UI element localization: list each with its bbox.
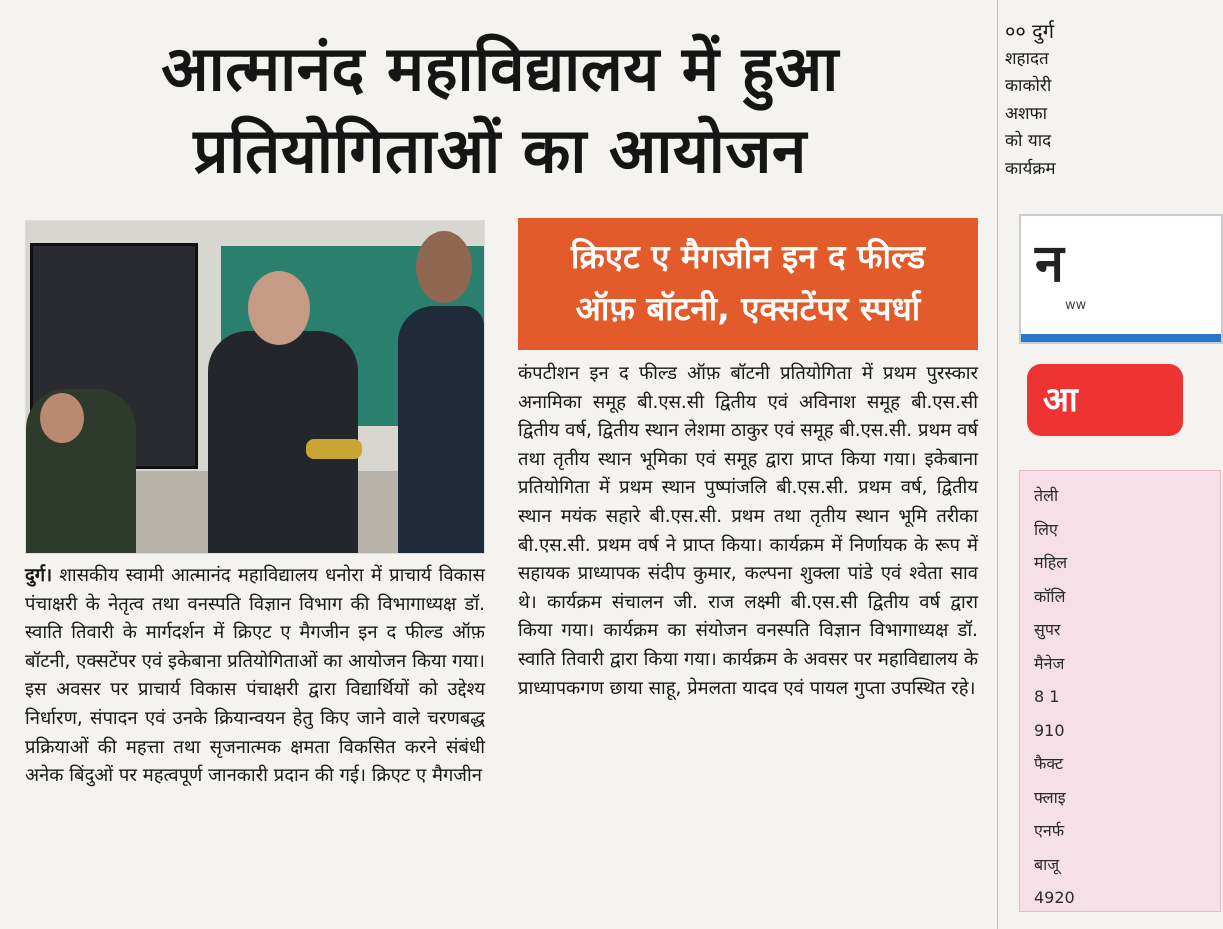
- pink-ad-line: 4920: [1034, 888, 1075, 907]
- article-column-2: [518, 360, 978, 703]
- pink-ad-line: फ्लाइ: [1034, 787, 1066, 807]
- news-photo: [25, 220, 485, 554]
- adjacent-line: कार्यक्रम: [1005, 158, 1056, 179]
- pink-ad-line: कॉलि: [1034, 586, 1066, 606]
- headline: [20, 28, 980, 192]
- subhead-line-1: क्रिएट ए मैगजीन इन द फील्ड: [570, 237, 926, 276]
- subhead-line-2: ऑफ़ बॉटनी, एक्सटेंपर स्पर्धा: [575, 289, 921, 328]
- column-1-body: शासकीय स्वामी आत्मानंद महाविद्यालय धनोरा में प्राचार्य विकास पंचाक्षरी के नेतृत्व तथा वनस्पति विज्ञान विभाग की विभागाध्यक्ष डॉ. स्वाति तिवारी के मार्गदर्शन में क्रिएट ए मैगजीन इन द फील्ड ऑफ़ बॉटनी, एक्सटेंपर एवं इकेबाना प्रतियोगिताओं का आयोजन किया गया।इस अवसर पर प्राचार्य विकास पंचाक्षरी द्वारा विद्यार्थियों को उद्देश्य निर्धारण, संपादन एवं उनके क्रियान्वयन हेतु किए जाने वाले चरणबद्ध प्रक्रियाओं की महत्ता तथा सृजनात्मक क्षमता विकसित करने संबंधी अनेक बिंदुओं पर महत्वपूर्ण जानकारी प्रदान की गई। क्रिएट ए मैगजीन: [25, 565, 485, 787]
- pink-ad-line: 910: [1034, 720, 1065, 740]
- adjacent-line: को याद: [1005, 131, 1052, 152]
- pink-ad-line: लिए: [1034, 519, 1058, 539]
- pink-ad-line: फैक्ट: [1034, 754, 1064, 773]
- pink-ad-line: 8 1: [1034, 687, 1060, 706]
- headline-line-1: आत्मानंद महाविद्यालय में हुआ: [161, 32, 839, 105]
- adjacent-red-badge: आ: [1027, 364, 1183, 436]
- dateline: दुर्ग।: [25, 565, 53, 586]
- headline-line-2: प्रतियोगिताओं का आयोजन: [193, 114, 807, 187]
- ad-logo-sub: ww: [1065, 298, 1087, 313]
- ad-logo-text: न: [1035, 234, 1064, 294]
- adjacent-pink-ad: [1019, 470, 1221, 912]
- adjacent-line: काकोरी: [1005, 76, 1052, 97]
- pink-ad-line: तेली: [1034, 486, 1059, 505]
- column-2-body: कंपटीशन इन द फील्ड ऑफ़ बॉटनी प्रतियोगिता में प्रथम पुरस्कार अनामिका समूह बी.एस.सी द्वितीय एवं अविनाश समूह बी.एस.सी द्वितीय वर्ष, द्वितीय स्थान लेशमा ठाकुर एवं समूह बी.एस.सी. प्रथम वर्ष तथा तृतीय स्थान भूमिका एवं समूह द्वारा प्राप्त किया गया। इकेबाना प्रतियोगिता में प्रथम स्थान पुष्पांजलि बी.एस.सी. प्रथम वर्ष, द्वितीय स्थान मयंक सहारे बी.एस.सी. प्रथम तथा तृतीय स्थान भूमि तरीका बी.एस.सी. प्रथम वर्ष ने प्राप्त किया। कार्यक्रम में निर्णायक के रूप में सहायक प्राध्यापक संदीप कुमार, कल्पना शुक्ला पांडे एवं श्वेता साव थे। कार्यक्रम संचालन जी. राज लक्ष्मी बी.एस.सी द्वितीय वर्ष द्वारा किया गया। कार्यक्रम का संयोजन वनस्पति विज्ञान विभागाध्यक्ष डॉ. स्वाति तिवारी द्वारा किया गया। कार्यक्रम के अवसर पर महाविद्यालय के प्राध्यापकगण छाया साहू, प्रेमलता यादव एवं पायल गुप्ता उपस्थित रहे।: [518, 363, 978, 699]
- article-column-1: [25, 562, 485, 791]
- adjacent-article-strip: [997, 0, 1087, 929]
- pink-ad-line: बाजू: [1034, 854, 1060, 874]
- pink-ad-line: सुपर: [1034, 620, 1061, 639]
- adjacent-line: ०० दुर्ग: [1005, 19, 1055, 43]
- adjacent-line: शहादत: [1005, 48, 1049, 69]
- pink-ad-line: महिल: [1034, 553, 1068, 572]
- adjacent-article-lines: [1005, 18, 1205, 184]
- adjacent-ad-logo: [1019, 214, 1223, 344]
- pink-ad-line: मैनेज: [1034, 653, 1065, 673]
- pink-ad-line: एनर्फ: [1034, 821, 1065, 840]
- adjacent-line: अशफा: [1005, 103, 1048, 124]
- subhead-box: [518, 218, 978, 350]
